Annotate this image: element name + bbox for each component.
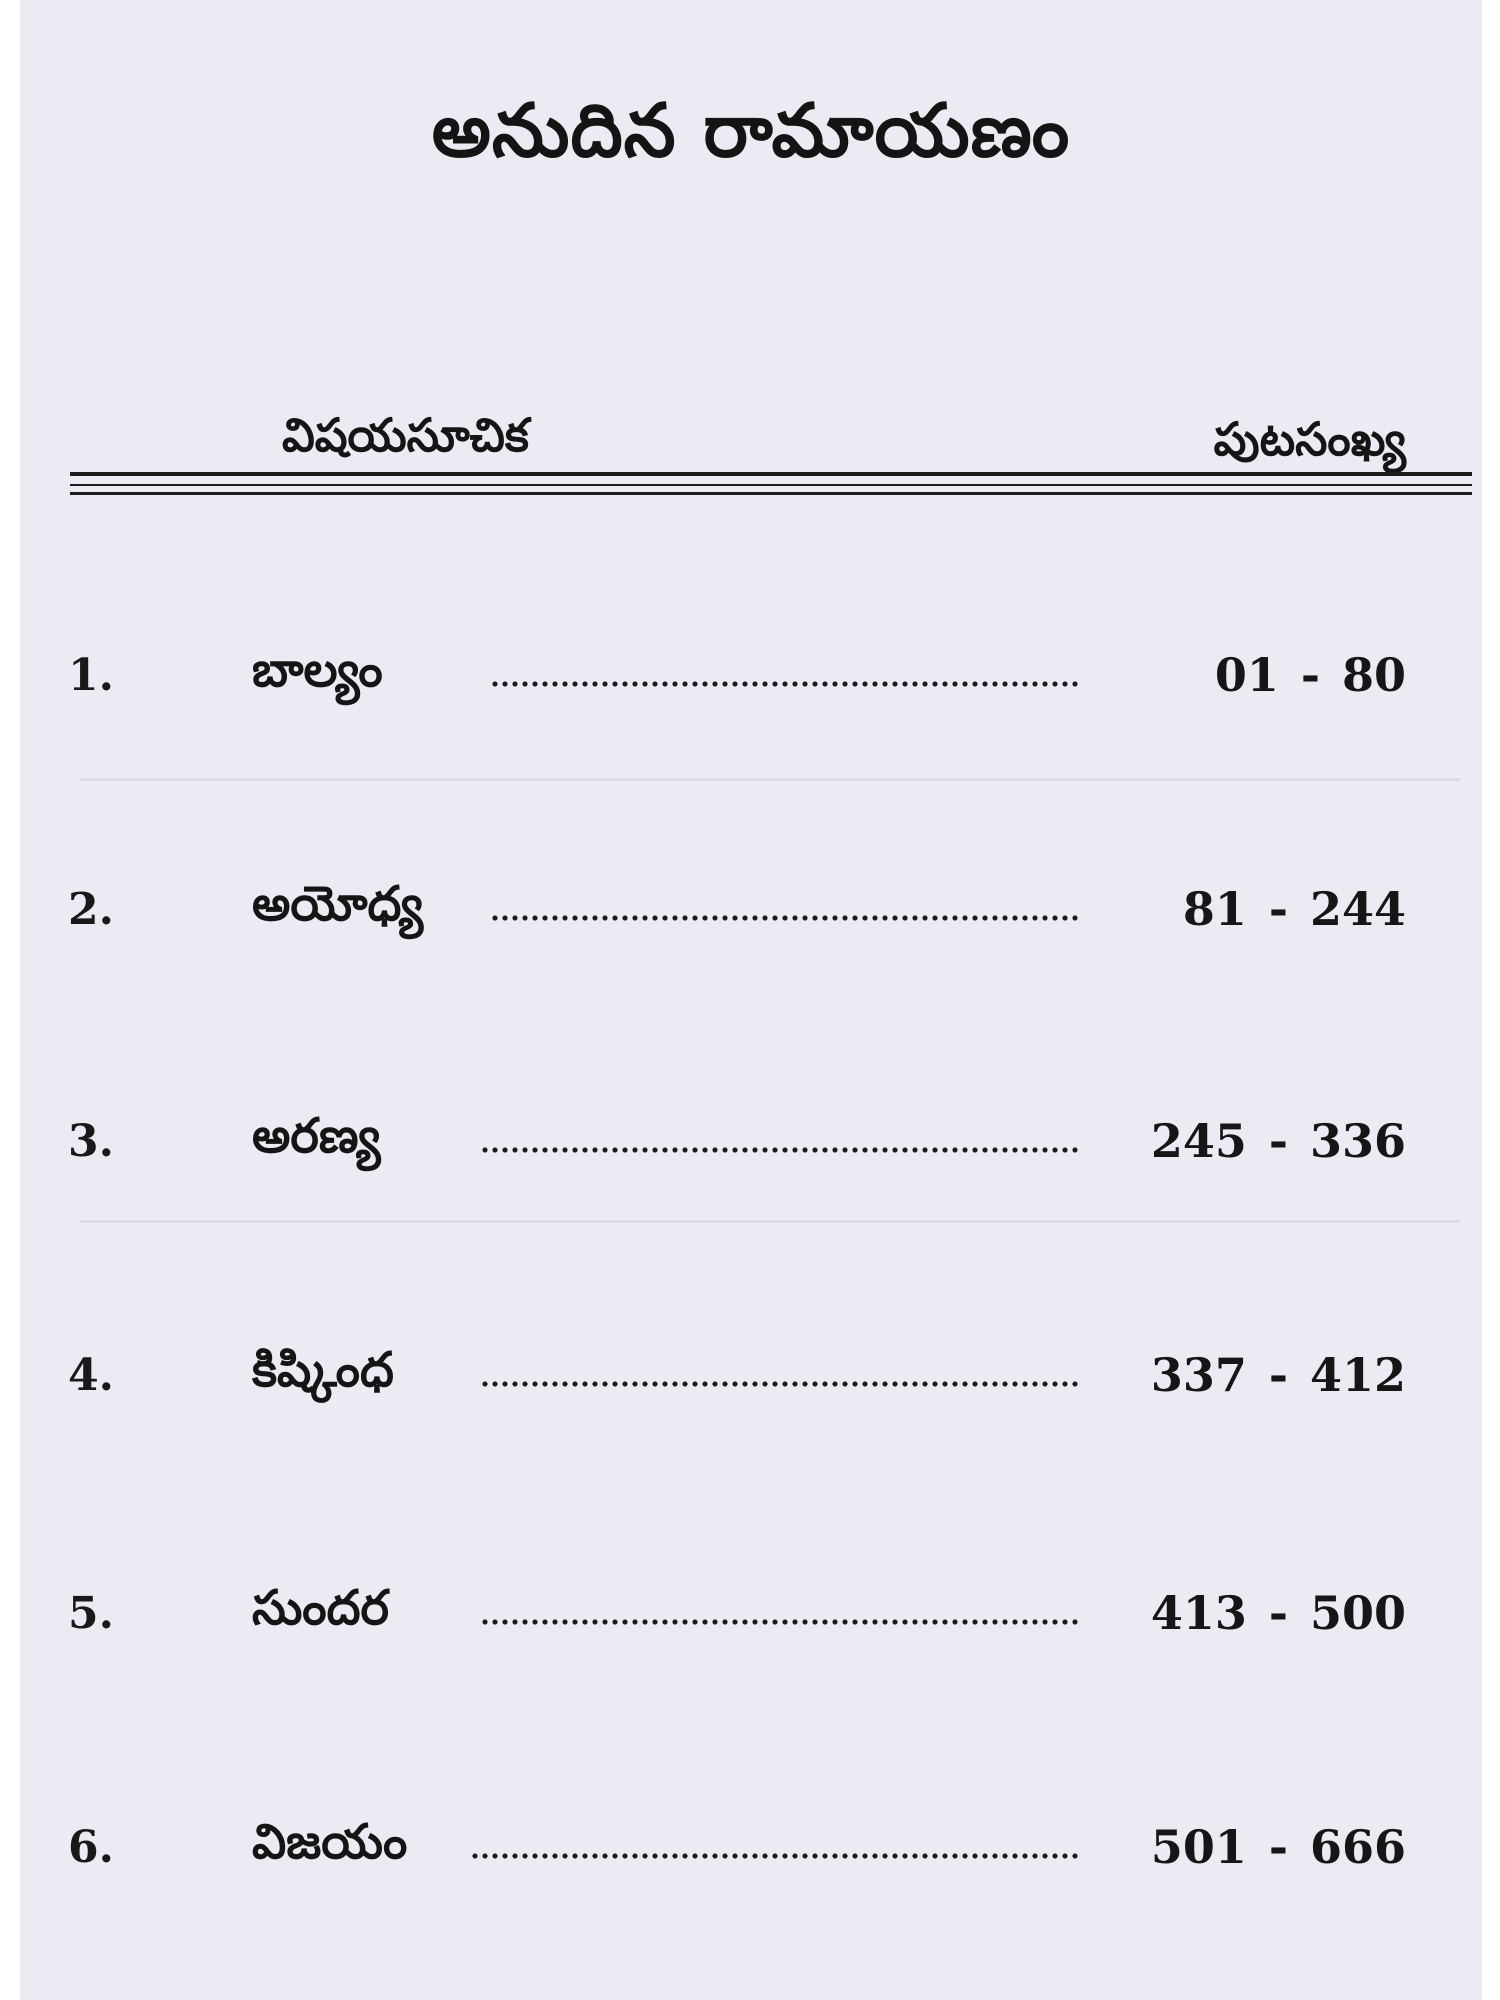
- entry-number: 3.: [68, 1116, 114, 1167]
- dot-leader: [470, 1852, 1080, 1860]
- bleed-through-line: [80, 778, 1460, 781]
- entry-number: 6.: [68, 1822, 114, 1873]
- toc-entry: [20, 1812, 1482, 1892]
- entry-number: 5.: [68, 1588, 114, 1639]
- entry-title: సుందర: [252, 1580, 389, 1636]
- entry-number: 2.: [68, 884, 114, 935]
- entry-title: కిష్కింధ: [252, 1342, 394, 1398]
- toc-entry: [20, 874, 1482, 954]
- dot-leader: [480, 1146, 1080, 1154]
- entry-page-range: 81 - 244: [1182, 882, 1406, 936]
- entry-page-range: 337 - 412: [1150, 1348, 1406, 1402]
- bleed-through-line: [80, 1220, 1460, 1223]
- toc-entry: [20, 1578, 1482, 1658]
- page-number-header-label: పుటసంఖ్య: [1213, 412, 1406, 466]
- toc-entry: [20, 640, 1482, 720]
- header-rule: [70, 472, 1472, 476]
- entry-title: బాల్యం: [252, 642, 383, 698]
- entry-page-range: 01 - 80: [1214, 648, 1406, 702]
- contents-header-label: విషయసూచిక: [282, 408, 529, 462]
- dot-leader: [490, 680, 1080, 688]
- toc-entry: [20, 1340, 1482, 1420]
- dot-leader: [480, 1618, 1080, 1626]
- document-page: [20, 0, 1482, 2000]
- entry-title: విజయం: [252, 1814, 408, 1870]
- entry-page-range: 245 - 336: [1150, 1114, 1406, 1168]
- entry-number: 1.: [68, 650, 114, 701]
- entry-title: అయోధ్య: [252, 876, 424, 932]
- entry-number: 4.: [68, 1350, 114, 1401]
- entry-page-range: 501 - 666: [1150, 1820, 1406, 1874]
- header-rule: [70, 492, 1472, 495]
- book-title: అనుదిన రామాయణం: [431, 88, 1071, 174]
- dot-leader: [490, 914, 1080, 922]
- toc-entry: [20, 1106, 1482, 1186]
- header-rule: [70, 484, 1472, 486]
- entry-title: అరణ్య: [252, 1108, 381, 1164]
- dot-leader: [480, 1380, 1080, 1388]
- entry-page-range: 413 - 500: [1150, 1586, 1406, 1640]
